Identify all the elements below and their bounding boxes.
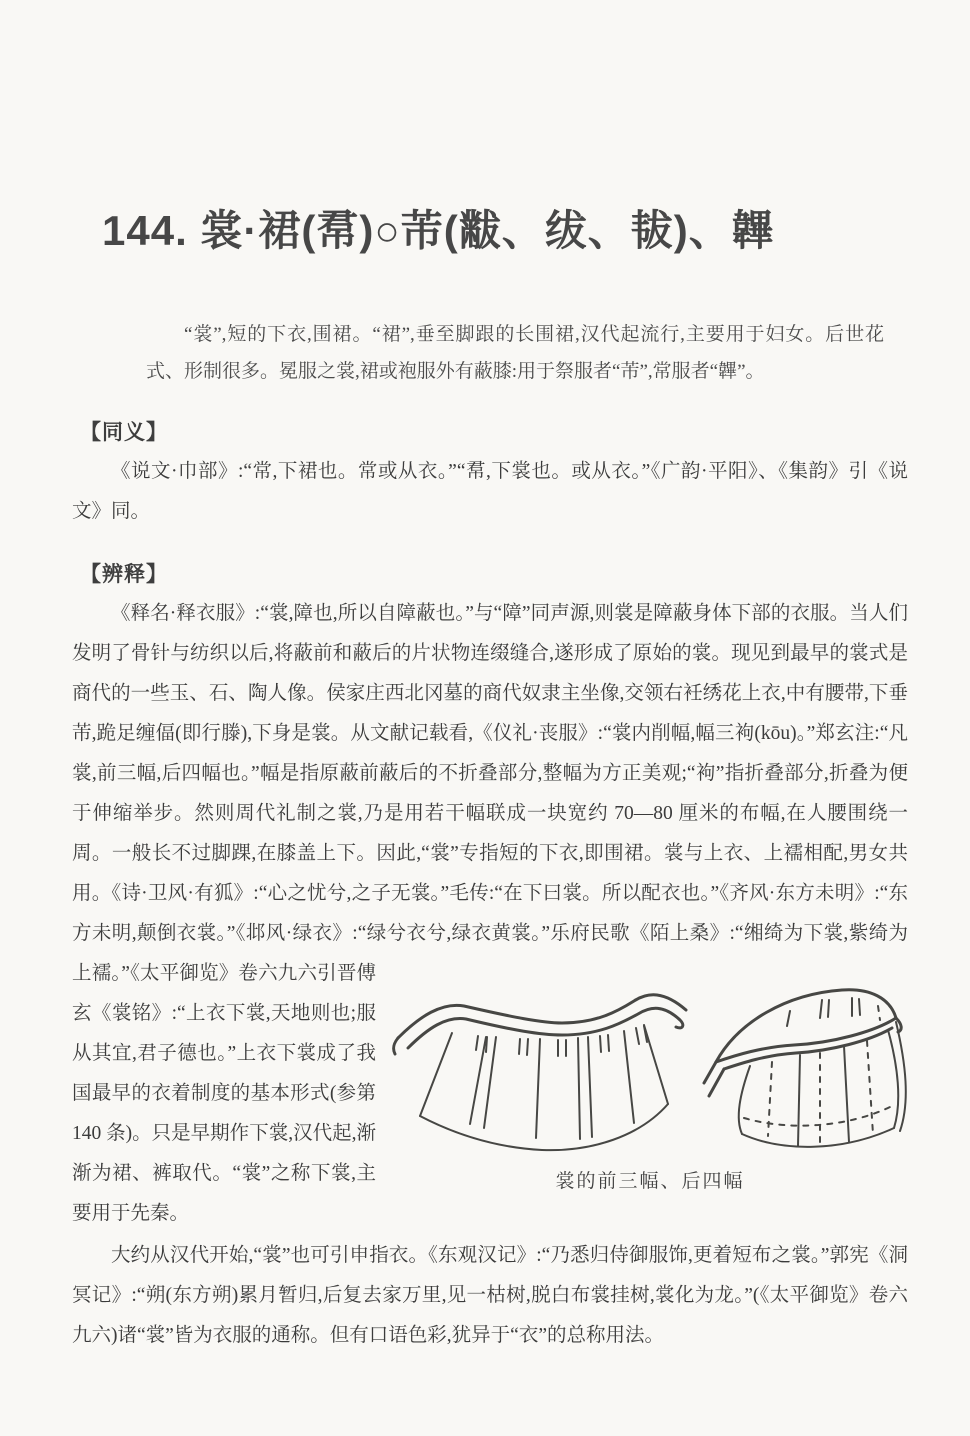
page-content [72, 316, 908, 1356]
discrimination-paragraph-1 [72, 594, 908, 1234]
intro-paragraph: “裳”,短的下衣,围裙。“裙”,垂至脚跟的长围裙,汉代起流行,主要用于妇女。后世花式、形制很多。冕服之裳,裙或袍服外有蔽膝:用于祭服者“芾”,常服者“韠”。 [146, 324, 884, 382]
skirt-back-flap-band [704, 990, 901, 1096]
skirt-front-panels [420, 1025, 668, 1150]
discrimination-paragraph-1-part-b: 引晋傅玄《裳铭》:“上衣下裳,天地则也;服从其宜,君子德也。”上衣下裳成了我国最早的衣着制度的基本形式(参第 140 条)。只是早期作下裳,汉代起,渐渐为裙、裤取代。“裳”之称下裳,主要用于先秦。 [72, 963, 376, 1224]
skirt-back-body [739, 998, 906, 1147]
skirt-back-illustration [702, 966, 908, 1152]
figure [392, 966, 908, 1202]
section-heading-synonyms: 【同义】 [80, 421, 168, 444]
discrimination-paragraph-1-part-a: 《释名·释衣服》:“裳,障也,所以自障蔽也。”与“障”同声源,则裳是障蔽身体下部的衣服。当人们发明了骨针与纺织以后,将蔽前和蔽后的片状物连缀缝合,遂形成了原始的裳。现见到最早的裳式是商代的一些玉、石、陶人像。侯家庄西北冈墓的商代奴隶主坐像,交领右衽绣花上衣,中有腰带,下垂芾,跪足缠偪(即行滕),下身是裳。从文献记载看,《仪礼·丧服》:“裳内削幅,幅三袧(kōu)。”郑玄注:“凡裳,前三幅,后四幅也。”幅是指原蔽前蔽后的不折叠部分,整幅为方正美观;“袧”指折叠部分,折叠为便于伸缩举步。然则周代礼制之裳,乃是用若干幅联成一块宽约 70—80 厘米的布幅,在人腰围绕一周。一般长不过脚踝,在膝盖上下。因此,“裳”专指短的下衣,即围裙。裳与上衣、上襦相配,男女共用。《诗·卫风·有狐》:“心之忧兮,之子无裳。”毛传:“在下曰裳。所以配衣也。”《齐风·东方未明》:“东方未明,颠倒衣裳。”《邶风·绿衣》:“绿兮衣兮,绿衣黄裳。”乐府民歌《陌上桑》:“缃绮为下裳,紫绮为上襦。”《太平御览》卷六九六 [72, 603, 908, 984]
discrimination-paragraph-2: 大约从汉代开始,“裳”也可引申指衣。《东观汉记》:“乃悉归侍御服饰,更着短布之裳。”郭宪《洞冥记》:“朔(东方朔)累月暂归,后复去家万里,见一枯树,脱白布裳挂树,裳化为龙。”(《太平御览》卷六九六)诸“裳”皆为衣服的通称。但有口语色彩,犹异于“衣”的总称用法。 [72, 1245, 908, 1346]
skirt-front-illustration [392, 966, 692, 1152]
synonyms-paragraph: 《说文·巾部》:“常,下裙也。常或从衣。”“帬,下裳也。或从衣。”《广韵·平阳》、《集韵》引《说文》同。 [72, 461, 908, 522]
figure-drawings [392, 966, 908, 1152]
section-heading-discrimination: 【辨释】 [80, 563, 168, 586]
figure-caption: 裳的前三幅、后四幅 [555, 1171, 745, 1192]
entry-title: 144. 裳·裙(帬)○芾(黻、绂、韨)、韠 [102, 207, 775, 255]
